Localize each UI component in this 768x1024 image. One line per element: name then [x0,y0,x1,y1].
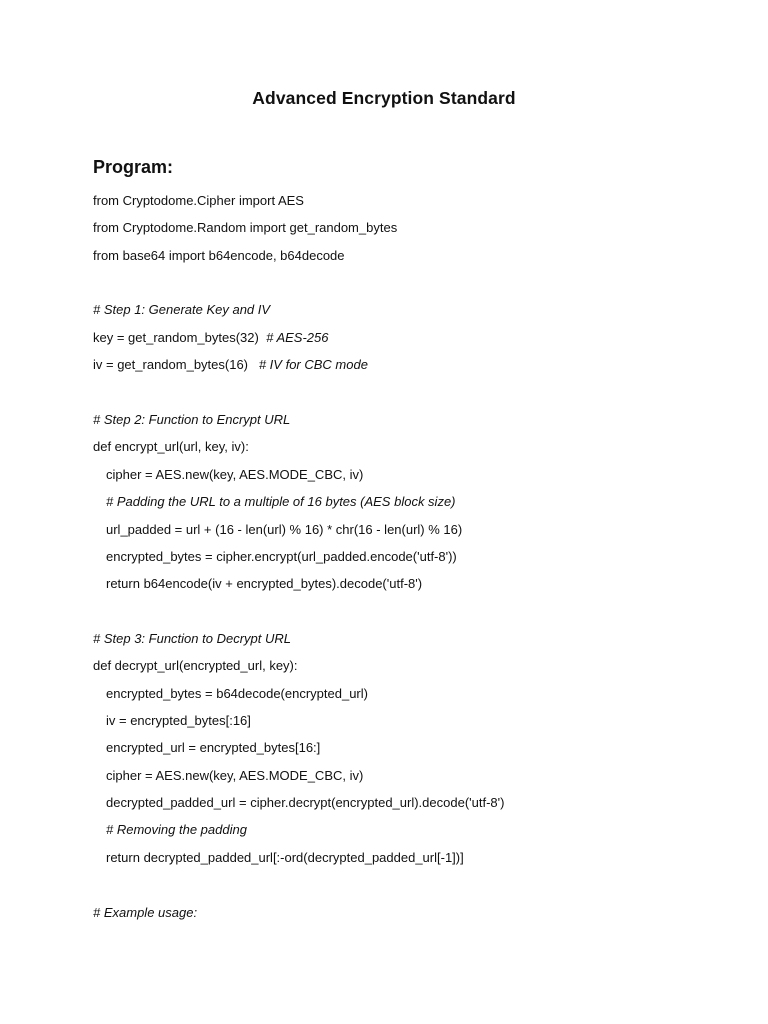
code-line-import-base64: from base64 import b64encode, b64decode [93,248,345,263]
code-line-encrypted-bytes: encrypted_bytes = cipher.encrypt(url_padded.encode('utf-8')) [106,549,457,564]
code-text: key = get_random_bytes(32) [93,330,267,345]
code-comment-remove-padding: # Removing the padding [106,822,247,837]
code-line-encrypt-cipher: cipher = AES.new(key, AES.MODE_CBC, iv) [106,467,364,482]
code-line-decrypt: decrypted_padded_url = cipher.decrypt(encrypted_url).decode('utf-8') [106,795,505,810]
code-line-key [93,329,328,347]
code-line-import-aes: from Cryptodome.Cipher import AES [93,193,304,208]
code-inline-comment: # AES-256 [266,330,329,345]
code-comment-step2: # Step 2: Function to Encrypt URL [93,412,291,427]
code-line-def-decrypt: def decrypt_url(encrypted_url, key): [93,658,298,673]
document-title: Advanced Encryption Standard [252,88,516,108]
code-comment-step3: # Step 3: Function to Decrypt URL [93,631,291,646]
code-comment-step1: # Step 1: Generate Key and IV [93,302,271,317]
code-line-decrypt-return: return decrypted_padded_url[:-ord(decrypted_padded_url[-1])] [106,850,464,865]
code-line-b64decode: encrypted_bytes = b64decode(encrypted_url) [106,686,368,701]
code-line-encrypted-url-slice: encrypted_url = encrypted_bytes[16:] [106,740,321,755]
code-line-iv-slice: iv = encrypted_bytes[:16] [106,713,251,728]
code-text: iv = get_random_bytes(16) [93,357,259,372]
code-line-iv [93,356,368,374]
code-line-encrypt-return: return b64encode(iv + encrypted_bytes).decode('utf-8') [106,576,423,591]
code-inline-comment: # IV for CBC mode [258,357,368,372]
code-line-import-random: from Cryptodome.Random import get_random_bytes [93,220,398,235]
code-comment-example-usage: # Example usage: [93,905,198,920]
code-line-def-encrypt: def encrypt_url(url, key, iv): [93,439,249,454]
code-line-url-padded: url_padded = url + (16 - len(url) % 16) * chr(16 - len(url) % 16) [106,522,463,537]
code-comment-padding: # Padding the URL to a multiple of 16 bytes (AES block size) [106,494,456,509]
program-heading: Program: [93,157,174,177]
code-line-decrypt-cipher: cipher = AES.new(key, AES.MODE_CBC, iv) [106,768,364,783]
